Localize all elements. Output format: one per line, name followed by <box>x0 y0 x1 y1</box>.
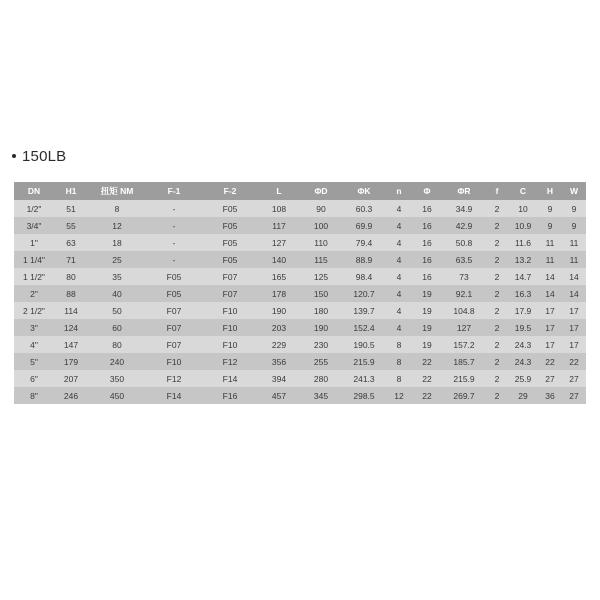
column-header-phik: ΦK <box>342 182 386 200</box>
cell: 450 <box>88 387 146 404</box>
cell: F07 <box>202 268 258 285</box>
cell: 17 <box>562 302 586 319</box>
cell: 230 <box>300 336 342 353</box>
cell: 1 1/2" <box>14 268 54 285</box>
cell: 11 <box>538 251 562 268</box>
cell: 1 1/4" <box>14 251 54 268</box>
cell: 8 <box>386 353 412 370</box>
cell: 22 <box>412 370 442 387</box>
cell: 4 <box>386 319 412 336</box>
cell: 29 <box>508 387 538 404</box>
section-title-label: 150LB <box>22 148 67 165</box>
column-header-h: H <box>538 182 562 200</box>
cell: 2 <box>486 234 508 251</box>
cell: 185.7 <box>442 353 486 370</box>
cell: F05 <box>146 268 202 285</box>
cell: 10.9 <box>508 217 538 234</box>
cell: 16 <box>412 251 442 268</box>
cell: 19 <box>412 336 442 353</box>
cell: 114 <box>54 302 88 319</box>
cell: 88.9 <box>342 251 386 268</box>
table-body <box>14 200 586 404</box>
cell: 180 <box>300 302 342 319</box>
cell: 25.9 <box>508 370 538 387</box>
cell: 394 <box>258 370 300 387</box>
cell: 2 <box>486 285 508 302</box>
column-header-f1: F-1 <box>146 182 202 200</box>
cell: 16 <box>412 268 442 285</box>
cell: 8 <box>386 370 412 387</box>
cell: 16.3 <box>508 285 538 302</box>
cell: 2 <box>486 336 508 353</box>
cell: 60 <box>88 319 146 336</box>
cell: F10 <box>202 319 258 336</box>
cell: 207 <box>54 370 88 387</box>
cell: 27 <box>538 370 562 387</box>
cell: 203 <box>258 319 300 336</box>
cell: 27 <box>562 370 586 387</box>
cell: 25 <box>88 251 146 268</box>
cell: 19 <box>412 285 442 302</box>
cell: 14 <box>538 268 562 285</box>
cell: 157.2 <box>442 336 486 353</box>
cell: 51 <box>54 200 88 217</box>
table-row <box>14 387 586 404</box>
cell: 17 <box>562 319 586 336</box>
cell: F05 <box>202 234 258 251</box>
cell: 92.1 <box>442 285 486 302</box>
cell: 215.9 <box>442 370 486 387</box>
cell: F16 <box>202 387 258 404</box>
cell: 40 <box>88 285 146 302</box>
cell: 69.9 <box>342 217 386 234</box>
cell: 60.3 <box>342 200 386 217</box>
cell: 27 <box>562 387 586 404</box>
cell: 246 <box>54 387 88 404</box>
cell: 124 <box>54 319 88 336</box>
cell: 24.3 <box>508 353 538 370</box>
column-header-h1: H1 <box>54 182 88 200</box>
table-header-row <box>14 182 586 200</box>
cell: F07 <box>202 285 258 302</box>
cell: 127 <box>258 234 300 251</box>
cell: 457 <box>258 387 300 404</box>
cell: 4 <box>386 234 412 251</box>
column-header-c: C <box>508 182 538 200</box>
cell: 9 <box>538 200 562 217</box>
cell: 179 <box>54 353 88 370</box>
cell: 63 <box>54 234 88 251</box>
cell: 150 <box>300 285 342 302</box>
cell: 2 <box>486 268 508 285</box>
cell: 73 <box>442 268 486 285</box>
cell: 22 <box>538 353 562 370</box>
cell: 4 <box>386 251 412 268</box>
cell: F10 <box>202 302 258 319</box>
cell: 178 <box>258 285 300 302</box>
cell: 11 <box>538 234 562 251</box>
cell: 240 <box>88 353 146 370</box>
cell: 80 <box>88 336 146 353</box>
cell: 22 <box>562 353 586 370</box>
cell: 4 <box>386 268 412 285</box>
column-header-n: n <box>386 182 412 200</box>
cell: 350 <box>88 370 146 387</box>
cell: 88 <box>54 285 88 302</box>
cell: 3" <box>14 319 54 336</box>
cell: 8" <box>14 387 54 404</box>
column-header-dn: DN <box>14 182 54 200</box>
cell: 10 <box>508 200 538 217</box>
spec-table <box>14 182 586 404</box>
column-header-phi: Φ <box>412 182 442 200</box>
cell: F10 <box>202 336 258 353</box>
cell: 36 <box>538 387 562 404</box>
cell: 1" <box>14 234 54 251</box>
cell: 215.9 <box>342 353 386 370</box>
cell: 11 <box>562 234 586 251</box>
table-row <box>14 370 586 387</box>
cell: 14.7 <box>508 268 538 285</box>
cell: F05 <box>202 217 258 234</box>
cell: 14 <box>562 285 586 302</box>
cell: 24.3 <box>508 336 538 353</box>
cell: 14 <box>562 268 586 285</box>
cell: F07 <box>146 319 202 336</box>
cell: F14 <box>146 387 202 404</box>
cell: 120.7 <box>342 285 386 302</box>
cell: 35 <box>88 268 146 285</box>
cell: 152.4 <box>342 319 386 336</box>
cell: 2 <box>486 370 508 387</box>
cell: 17 <box>538 336 562 353</box>
table-row <box>14 353 586 370</box>
cell: - <box>146 200 202 217</box>
cell: 79.4 <box>342 234 386 251</box>
cell: 139.7 <box>342 302 386 319</box>
cell: 147 <box>54 336 88 353</box>
table-header <box>14 182 586 200</box>
cell: 2 <box>486 353 508 370</box>
table-row <box>14 268 586 285</box>
cell: 108 <box>258 200 300 217</box>
cell: 50 <box>88 302 146 319</box>
cell: 2 <box>486 251 508 268</box>
cell: 71 <box>54 251 88 268</box>
cell: 11.6 <box>508 234 538 251</box>
cell: F10 <box>146 353 202 370</box>
cell: 6" <box>14 370 54 387</box>
cell: 22 <box>412 387 442 404</box>
cell: 2" <box>14 285 54 302</box>
cell: - <box>146 251 202 268</box>
cell: 2 <box>486 217 508 234</box>
cell: 4 <box>386 200 412 217</box>
cell: 12 <box>88 217 146 234</box>
cell: 9 <box>562 217 586 234</box>
cell: F05 <box>202 251 258 268</box>
table-row <box>14 319 586 336</box>
cell: 63.5 <box>442 251 486 268</box>
bullet-dot-icon <box>12 154 16 158</box>
cell: 269.7 <box>442 387 486 404</box>
cell: 190 <box>300 319 342 336</box>
cell: 13.2 <box>508 251 538 268</box>
cell: 17.9 <box>508 302 538 319</box>
cell: 17 <box>562 336 586 353</box>
table-row <box>14 285 586 302</box>
cell: 115 <box>300 251 342 268</box>
cell: 140 <box>258 251 300 268</box>
cell: 4" <box>14 336 54 353</box>
cell: 16 <box>412 217 442 234</box>
cell: 18 <box>88 234 146 251</box>
cell: 42.9 <box>442 217 486 234</box>
cell: 2 <box>486 302 508 319</box>
table-row <box>14 336 586 353</box>
cell: 19 <box>412 302 442 319</box>
table-row <box>14 234 586 251</box>
cell: 255 <box>300 353 342 370</box>
cell: F12 <box>146 370 202 387</box>
cell: 2 <box>486 319 508 336</box>
column-header-w: W <box>562 182 586 200</box>
cell: 22 <box>412 353 442 370</box>
column-header-torque: 扭矩 NM <box>88 182 146 200</box>
table-row <box>14 200 586 217</box>
cell: 4 <box>386 217 412 234</box>
cell: 14 <box>538 285 562 302</box>
cell: 127 <box>442 319 486 336</box>
cell: - <box>146 217 202 234</box>
cell: 80 <box>54 268 88 285</box>
cell: 8 <box>88 200 146 217</box>
cell: - <box>146 234 202 251</box>
column-header-phir: ΦR <box>442 182 486 200</box>
cell: 104.8 <box>442 302 486 319</box>
cell: F05 <box>146 285 202 302</box>
section-title <box>12 148 66 165</box>
cell: 3/4" <box>14 217 54 234</box>
cell: 4 <box>386 302 412 319</box>
cell: 16 <box>412 234 442 251</box>
cell: 241.3 <box>342 370 386 387</box>
cell: 190.5 <box>342 336 386 353</box>
column-header-f2: F-2 <box>202 182 258 200</box>
cell: 9 <box>538 217 562 234</box>
cell: 9 <box>562 200 586 217</box>
cell: 280 <box>300 370 342 387</box>
column-header-phid: ΦD <box>300 182 342 200</box>
column-header-l: L <box>258 182 300 200</box>
cell: 19 <box>412 319 442 336</box>
cell: 98.4 <box>342 268 386 285</box>
cell: 4 <box>386 285 412 302</box>
column-header-f: f <box>486 182 508 200</box>
cell: 1/2" <box>14 200 54 217</box>
cell: 100 <box>300 217 342 234</box>
table-row <box>14 217 586 234</box>
table-row <box>14 251 586 268</box>
cell: 55 <box>54 217 88 234</box>
cell: F05 <box>202 200 258 217</box>
cell: 2 1/2" <box>14 302 54 319</box>
cell: 125 <box>300 268 342 285</box>
cell: 190 <box>258 302 300 319</box>
cell: 345 <box>300 387 342 404</box>
cell: F12 <box>202 353 258 370</box>
cell: 16 <box>412 200 442 217</box>
cell: 298.5 <box>342 387 386 404</box>
cell: F07 <box>146 336 202 353</box>
cell: 5" <box>14 353 54 370</box>
cell: F14 <box>202 370 258 387</box>
cell: 8 <box>386 336 412 353</box>
cell: 11 <box>562 251 586 268</box>
table-row <box>14 302 586 319</box>
cell: 229 <box>258 336 300 353</box>
cell: F07 <box>146 302 202 319</box>
cell: 2 <box>486 387 508 404</box>
cell: 19.5 <box>508 319 538 336</box>
cell: 34.9 <box>442 200 486 217</box>
cell: 110 <box>300 234 342 251</box>
cell: 17 <box>538 319 562 336</box>
cell: 50.8 <box>442 234 486 251</box>
cell: 165 <box>258 268 300 285</box>
cell: 117 <box>258 217 300 234</box>
cell: 17 <box>538 302 562 319</box>
spec-table-container <box>14 182 586 404</box>
cell: 2 <box>486 200 508 217</box>
cell: 12 <box>386 387 412 404</box>
cell: 90 <box>300 200 342 217</box>
cell: 356 <box>258 353 300 370</box>
